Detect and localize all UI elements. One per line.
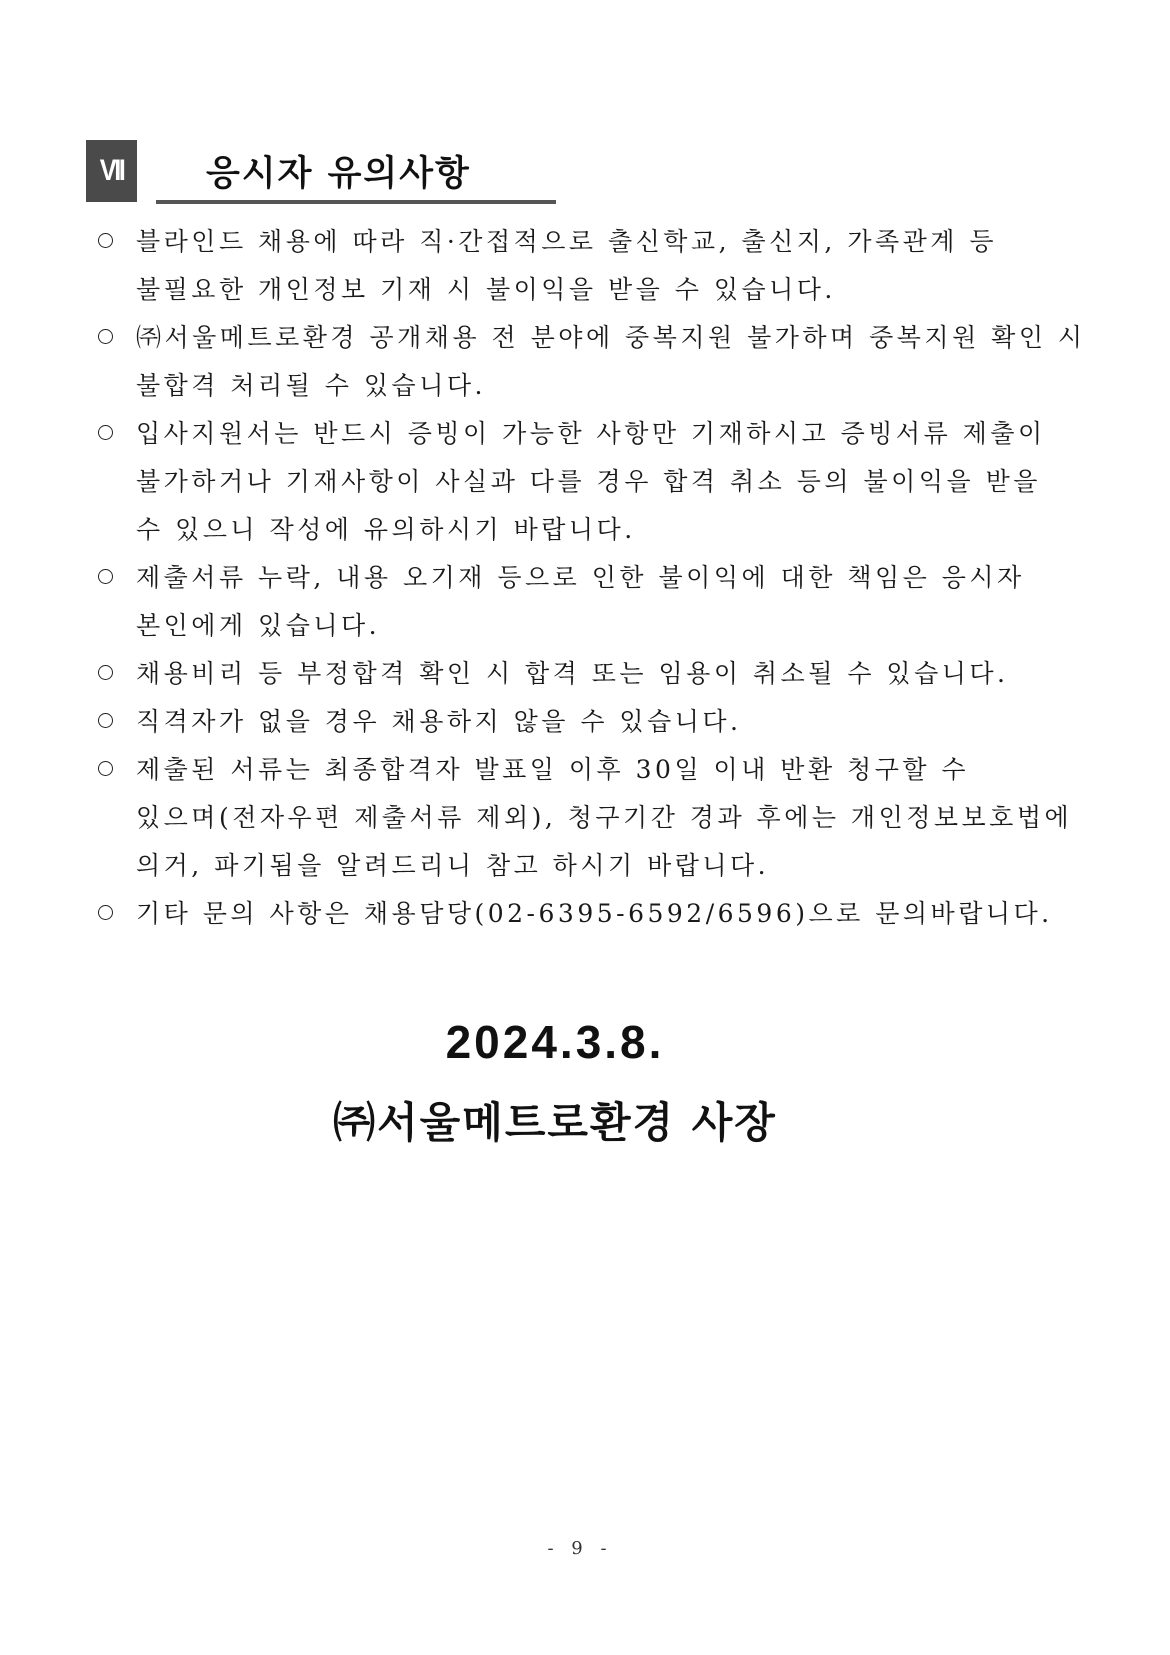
section-header xyxy=(86,140,556,206)
note-text-line: 직격자가 없을 경우 채용하지 않을 수 있습니다. xyxy=(136,707,742,736)
title-underline-divider xyxy=(156,200,556,204)
note-text-line: 블라인드 채용에 따라 직·간접적으로 출신학교, 출신지, 가족관계 등 xyxy=(136,227,998,256)
section-title: 응시자 유의사항 xyxy=(206,154,471,194)
circle-bullet-icon xyxy=(98,425,113,440)
note-text-line: 불합격 처리될 수 있습니다. xyxy=(136,371,486,400)
note-text-line: 불가하거나 기재사항이 사실과 다를 경우 합격 취소 등의 불이익을 받을 xyxy=(136,467,1041,496)
note-item xyxy=(98,698,1098,746)
issuer-signature: ㈜서울메트로환경 사장 xyxy=(333,1098,777,1147)
note-text-line: 본인에게 있습니다. xyxy=(136,611,381,640)
circle-bullet-icon xyxy=(98,569,113,584)
note-text-line: 제출된 서류는 최종합격자 발표일 이후 30일 이내 반환 청구할 수 xyxy=(136,755,970,784)
note-text-line: 기타 문의 사항은 채용담당(02-6395-6592/6596)으로 문의바랍니다. xyxy=(136,899,1053,928)
note-text-line: 제출서류 누락, 내용 오기재 등으로 인한 불이익에 대한 책임은 응시자 xyxy=(136,563,1025,592)
note-text-line: 있으며(전자우편 제출서류 제외), 청구기간 경과 후에는 개인정보보호법에 xyxy=(136,803,1073,832)
applicant-notes-list xyxy=(98,218,1098,938)
circle-bullet-icon xyxy=(98,905,113,920)
issue-date: 2024.3.8. xyxy=(445,1016,665,1068)
circle-bullet-icon xyxy=(98,665,113,680)
note-item xyxy=(98,554,1098,650)
note-text-line: 수 있으니 작성에 유의하시기 바랍니다. xyxy=(136,515,636,544)
section-numeral-badge: VII xyxy=(86,140,137,202)
page-number: - 9 - xyxy=(547,1538,613,1559)
note-item xyxy=(98,314,1098,410)
note-item xyxy=(98,746,1098,890)
note-item xyxy=(98,218,1098,314)
circle-bullet-icon xyxy=(98,329,113,344)
note-item xyxy=(98,890,1098,938)
circle-bullet-icon xyxy=(98,713,113,728)
note-text-line: 의거, 파기됨을 알려드리니 참고 하시기 바랍니다. xyxy=(136,851,770,880)
note-text-line: ㈜서울메트로환경 공개채용 전 분야에 중복지원 불가하며 중복지원 확인 시 xyxy=(136,323,1086,352)
circle-bullet-icon xyxy=(98,233,113,248)
note-text-line: 불필요한 개인정보 기재 시 불이익을 받을 수 있습니다. xyxy=(136,275,836,304)
circle-bullet-icon xyxy=(98,761,113,776)
note-item xyxy=(98,650,1098,698)
note-item xyxy=(98,410,1098,554)
note-text-line: 채용비리 등 부정합격 확인 시 합격 또는 임용이 취소될 수 있습니다. xyxy=(136,659,1009,688)
note-text-line: 입사지원서는 반드시 증빙이 가능한 사항만 기재하시고 증빙서류 제출이 xyxy=(136,419,1046,448)
